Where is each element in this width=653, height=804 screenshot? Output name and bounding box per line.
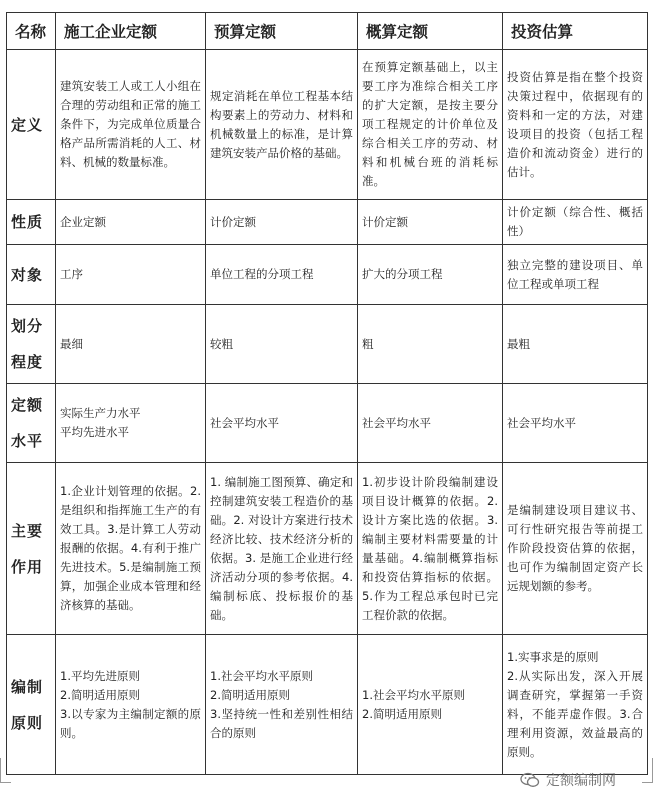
- page-corner-mark-right: [642, 758, 653, 783]
- watermark-text: 定额编制网: [546, 773, 616, 789]
- table-cell: 1. 编制施工图预算、确定和控制建筑安装工程造价的基础。2. 对设计方案进行技术经济比较、技术经济分析的依据。3. 是施工企业进行经济活动分项的参考依据。4. 编制标底、投标报价的基础。: [206, 463, 358, 635]
- row-label: 定额 水平: [7, 384, 56, 463]
- table-cell: 扩大的分项工程: [358, 245, 503, 305]
- row-label: 编制 原则: [7, 635, 56, 775]
- table-cell: 企业定额: [56, 200, 206, 245]
- table-cell: 在预算定额基础上，以主要工序为准综合相关工序的扩大定额，是按主要分项工程规定的计价单位及综合相关工序的劳动、材料和机械台班的消耗标准。: [358, 50, 503, 200]
- row-object: [7, 245, 648, 305]
- table-cell: 计价定额: [206, 200, 358, 245]
- row-label: 主要 作用: [7, 463, 56, 635]
- table-cell: 计价定额: [358, 200, 503, 245]
- row-label: 对象: [7, 245, 56, 305]
- table-cell: 规定消耗在单位工程基本结构要素上的劳动力、材料和机械数量上的标准，是计算建筑安装产品价格的基础。: [206, 50, 358, 200]
- header-estimate-quota: 概算定额: [358, 13, 503, 50]
- table-cell: 社会平均水平: [503, 384, 648, 463]
- row-division-degree: [7, 305, 648, 384]
- row-label: 划分 程度: [7, 305, 56, 384]
- table-cell: 是编制建设项目建议书、可行性研究报告等前提工作阶段投资估算的依据，也可作为编制固定资产长远规划额的参考。: [503, 463, 648, 635]
- header-enterprise-quota: 施工企业定额: [56, 13, 206, 50]
- table-cell: 1.初步设计阶段编制建设项目设计概算的依据。2.设计方案比选的依据。3.编制主要材料需要量的计量基础。4.编制概算指标和投资估算指标的依据。5.作为工程总承包时已完工程价款的依据。: [358, 463, 503, 635]
- table-cell: 较粗: [206, 305, 358, 384]
- wechat-icon: [520, 772, 540, 788]
- row-label: 定义: [7, 50, 56, 200]
- table-cell: 投资估算是指在整个投资决策过程中，依据现有的资料和一定的方法，对建设项目的投资（包括工程造价和流动资金）进行的估计。: [503, 50, 648, 200]
- quota-comparison-table: [6, 12, 648, 775]
- table-cell: 社会平均水平: [206, 384, 358, 463]
- table-cell: 粗: [358, 305, 503, 384]
- row-label: 性质: [7, 200, 56, 245]
- row-nature: [7, 200, 648, 245]
- table-cell: 独立完整的建设项目、单位工程或单项工程: [503, 245, 648, 305]
- table-cell: 单位工程的分项工程: [206, 245, 358, 305]
- header-name: 名称: [7, 13, 56, 50]
- header-investment-estimate: 投资估算: [503, 13, 648, 50]
- table-cell: 最细: [56, 305, 206, 384]
- table-cell: 计价定额（综合性、概括性）: [503, 200, 648, 245]
- table-cell: 1.企业计划管理的依据。2.是组织和指挥施工生产的有效工具。3.是计算工人劳动报酬的依据。4.有利于推广先进技术。5.是编制施工预算，加强企业成本管理和经济核算的基础。: [56, 463, 206, 635]
- table-cell: 建筑安装工人或工人小组在合理的劳动组和正常的施工条件下，为完成单位质量合格产品所需消耗的人工、材料、机械的数量标准。: [56, 50, 206, 200]
- table-cell: 社会平均水平: [358, 384, 503, 463]
- table-cell: 1.平均先进原则 2.简明适用原则 3.以专家为主编制定额的原则。: [56, 635, 206, 775]
- row-quota-level: [7, 384, 648, 463]
- header-budget-quota: 预算定额: [206, 13, 358, 50]
- table-cell: 最粗: [503, 305, 648, 384]
- watermark: [520, 770, 616, 790]
- table-cell: 工序: [56, 245, 206, 305]
- row-compilation-principle: [7, 635, 648, 775]
- row-main-function: [7, 463, 648, 635]
- row-definition: [7, 50, 648, 200]
- table-cell: 实际生产力水平 平均先进水平: [56, 384, 206, 463]
- page-corner-mark-left: [0, 758, 11, 783]
- table-cell: 1.社会平均水平原则 2.简明适用原则: [358, 635, 503, 775]
- table-cell: 1.实事求是的原则 2.从实际出发，深入开展调查研究，掌握第一手资料，不能弄虚作假。3.合理利用资源，效益最高的原则。: [503, 635, 648, 775]
- table-cell: 1.社会平均水平原则 2.简明适用原则 3.坚持统一性和差别性相结合的原则: [206, 635, 358, 775]
- header-row: [7, 13, 648, 50]
